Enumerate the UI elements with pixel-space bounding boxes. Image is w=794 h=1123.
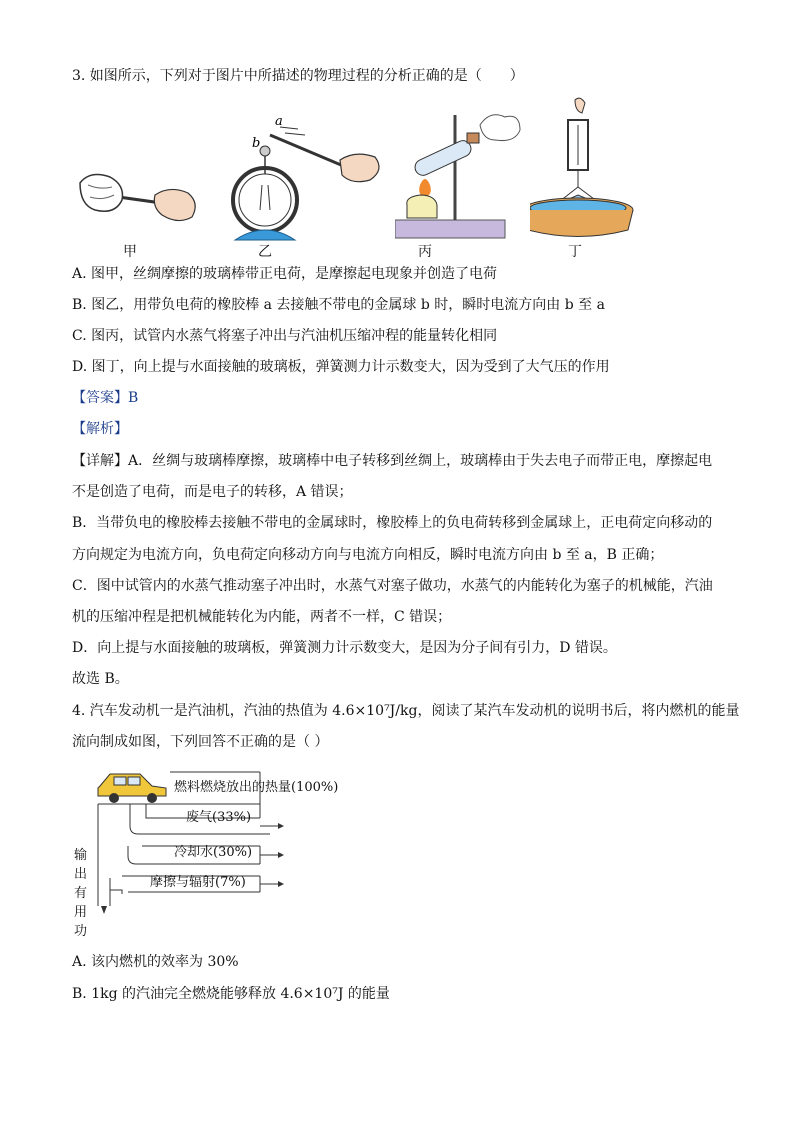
- flow-friction-label: 摩擦与辐射(7%): [150, 875, 246, 890]
- flow-output-label: 输 出 有 用 功: [74, 848, 88, 939]
- q4-option-a: A. 该内燃机的效率为 30%: [72, 954, 239, 970]
- q4-stem-line-1: 4. 汽车发动机一是汽油机，汽油的热值为 4.6×10⁷J/kg，阅读了某汽车发动机的说明书后，将内燃机的能量: [72, 703, 740, 719]
- figure-bing-caption: 丙: [418, 244, 432, 260]
- q3-analysis-line-2: 不是创造了电荷，而是电子的转移，A 错误；: [72, 484, 353, 500]
- q3-option-b: B. 图乙，用带负电荷的橡胶棒 a 去接触不带电的金属球 b 时，瞬时电流方向由 b 至 a: [72, 297, 605, 313]
- car-icon: [98, 774, 166, 803]
- label-b: b: [252, 136, 261, 151]
- flow-total-label: 燃料燃烧放出的热量(100%): [174, 780, 339, 795]
- q3-option-a: A. 图甲，丝绸摩擦的玻璃棒带正电荷，是摩擦起电现象并创造了电荷: [72, 266, 498, 282]
- q3-analysis-line-8: 故选 B。: [72, 671, 129, 687]
- q3-analysis-line-1: 【详解】A．丝绸与玻璃棒摩擦，玻璃棒中电子转移到丝绸上，玻璃棒由于失去电子而带正电，摩擦起电: [72, 453, 713, 469]
- figure-yi-image: [230, 105, 400, 245]
- label-a: a: [275, 114, 283, 129]
- figure-ding-image: [530, 95, 690, 240]
- q3-option-c: C. 图丙，试管内水蒸气将塞子冲出与汽油机压缩冲程的能量转化相同: [72, 328, 498, 344]
- q3-analysis-line-7: D．向上提与水面接触的玻璃板，弹簧测力计示数变大，是因为分子间有引力，D 错误。: [72, 640, 617, 656]
- figure-bing-image: [395, 95, 525, 240]
- q3-stem: 3. 如图所示，下列对于图片中所描述的物理过程的分析正确的是（ ）: [72, 68, 524, 84]
- q3-analysis-title: 【解析】: [72, 421, 128, 437]
- q3-analysis-line-4: 方向规定为电流方向，负电荷定向移动方向与电流方向相反，瞬时电流方向由 b 至 a，B 正确；: [72, 547, 664, 563]
- figure-jia-caption: 甲: [123, 244, 137, 260]
- flow-exhaust-label: 废气(33%): [186, 810, 252, 825]
- flow-cooling-label: 冷却水(30%): [174, 845, 253, 860]
- q3-option-d: D. 图丁，向上提与水面接触的玻璃板，弹簧测力计示数变大，因为受到了大气压的作用: [72, 359, 610, 375]
- figure-ding-caption: 丁: [568, 244, 582, 260]
- q4-option-b: B. 1kg 的汽油完全燃烧能够释放 4.6×10⁷J 的能量: [72, 986, 390, 1002]
- q3-analysis-line-5: C．图中试管内的水蒸气推动塞子冲出时，水蒸气对塞子做功，水蒸气的内能转化为塞子的机械能，汽油: [72, 578, 713, 594]
- q3-analysis-line-6: 机的压缩冲程是把机械能转化为内能，两者不一样，C 错误；: [72, 609, 452, 625]
- q4-stem-line-2: 流向制成如图，下列回答不正确的是（ ）: [72, 734, 329, 750]
- q3-answer: 【答案】B: [72, 390, 139, 406]
- energy-flow-diagram: [70, 768, 370, 938]
- q3-analysis-line-3: B．当带负电的橡胶棒去接触不带电的金属球时，橡胶棒上的负电荷转移到金属球上，正电荷定向移动的: [72, 515, 713, 531]
- figure-yi-caption: 乙: [258, 244, 272, 260]
- q3-figures: [60, 95, 750, 260]
